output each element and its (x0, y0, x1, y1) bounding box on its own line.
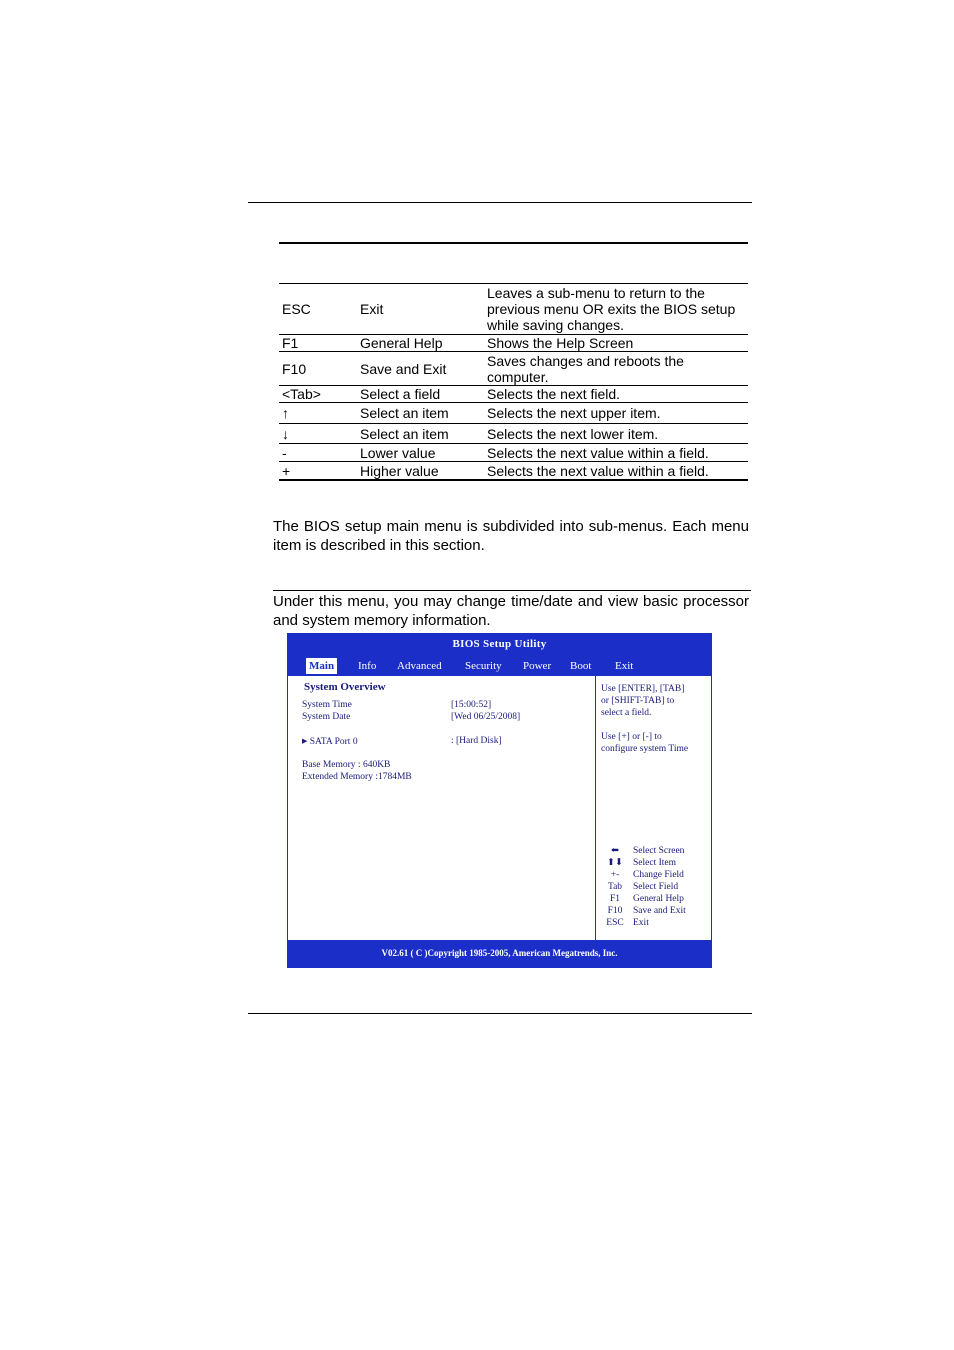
table-row (279, 462, 748, 481)
key-cell: F10 (282, 360, 307, 377)
sata-port-label: SATA Port 0 (309, 737, 358, 747)
bios-menu-intro-paragraph: The BIOS setup main menu is subdivided into sub-menus. Each menu item is described in this section. (273, 518, 749, 554)
help-text-configure-time: Use [+] or [-] to configure system Time (601, 732, 689, 754)
base-memory: Base Memory : 640KB (302, 760, 391, 770)
table-row (279, 352, 748, 386)
key-cell: F1 (282, 335, 299, 351)
extended-memory: Extended Memory :1784MB (302, 772, 412, 782)
bios-setup-screenshot (287, 633, 712, 968)
tab-security[interactable]: Security (465, 660, 502, 672)
function-cell: Select a field (360, 386, 441, 402)
tab-boot[interactable]: Boot (570, 660, 592, 672)
table-row (279, 335, 748, 352)
tab-exit[interactable]: Exit (615, 660, 634, 672)
section-rule (273, 590, 751, 591)
tab-power[interactable]: Power (523, 660, 552, 672)
legend-key: F1 (609, 894, 621, 904)
legend-label: Select Field (633, 882, 679, 892)
description-cell: Shows the Help Screen (487, 335, 634, 351)
system-overview-heading: System Overview (304, 681, 386, 693)
legend-key: ESC (606, 918, 624, 928)
main-menu-description-paragraph: Under this menu, you may change time/date and view basic processor and system memory information. (273, 593, 749, 629)
function-cell: General Help (360, 335, 443, 351)
legend-label: Save and Exit (633, 906, 686, 916)
left-arrow-icon: ⬅ (611, 846, 619, 856)
down-arrow-icon: ↓ (282, 425, 289, 442)
function-cell: Exit (360, 301, 384, 317)
description-cell: Selects the next upper item. (487, 405, 661, 421)
function-cell: Lower value (360, 444, 436, 461)
bios-navigation-keys-table (279, 283, 748, 481)
bios-menu-bar (288, 655, 711, 676)
footer-rule (248, 1013, 752, 1014)
table-row (279, 386, 748, 403)
legend-label: Change Field (633, 870, 684, 880)
legend-label: Select Screen (633, 846, 685, 856)
description-cell: Saves changes and reboots the computer. (487, 352, 684, 385)
description-cell: Selects the next value within a field. (487, 444, 709, 461)
bios-main-panel (288, 676, 596, 940)
table-row (279, 424, 748, 444)
bios-help-panel (596, 676, 711, 940)
tab-advanced[interactable]: Advanced (397, 660, 442, 672)
system-date-label: System Date (302, 712, 351, 722)
legend-label: Exit (633, 918, 649, 928)
table-row (279, 444, 748, 462)
header-rule (248, 202, 752, 203)
bios-copyright-footer: V02.61 ( C )Copyright 1985-2005, American Megatrends, Inc. (288, 940, 711, 967)
description-cell: Selects the next field. (487, 386, 621, 402)
up-down-arrow-icon: ⬆⬇ (607, 858, 623, 868)
sata-port-value: : [Hard Disk] (451, 736, 502, 746)
description-cell: Selects the next value within a field. (487, 462, 709, 479)
key-cell: <Tab> (282, 386, 321, 402)
system-time-label: System Time (302, 700, 352, 710)
description-cell: Leaves a sub-menu to return to the previous menu OR exits the BIOS setup while saving changes. (487, 285, 736, 333)
tab-info[interactable]: Info (358, 660, 377, 672)
system-date-value[interactable]: [Wed 06/25/2008] (451, 712, 521, 722)
system-time-value[interactable]: [15:00:52] (451, 700, 492, 710)
help-text-field-select: Use [ENTER], [TAB] or [SHIFT-TAB] to select a field. (601, 684, 685, 718)
function-cell: Save and Exit (360, 360, 447, 377)
tab-main[interactable]: Main (306, 658, 337, 674)
legend-label: Select Item (633, 858, 676, 868)
up-arrow-icon: ↑ (282, 405, 289, 421)
legend-label: General Help (633, 894, 684, 904)
description-cell: Selects the next lower item. (487, 425, 659, 442)
table-row (279, 284, 748, 335)
legend-key: Tab (607, 882, 623, 892)
legend-key: +- (610, 870, 620, 880)
table-row (279, 403, 748, 424)
sata-port-item[interactable] (302, 735, 358, 748)
key-cell: + (282, 462, 291, 479)
function-cell: Select an item (360, 405, 449, 421)
function-cell: Select an item (360, 425, 449, 442)
table-caption-rule (279, 242, 748, 244)
bios-title: BIOS Setup Utility (288, 634, 711, 655)
legend-key: F10 (607, 906, 623, 916)
submenu-arrow-icon: ▶ (302, 737, 308, 745)
function-cell: Higher value (360, 462, 439, 479)
key-cell: - (282, 444, 287, 461)
key-cell: ESC (282, 301, 311, 317)
